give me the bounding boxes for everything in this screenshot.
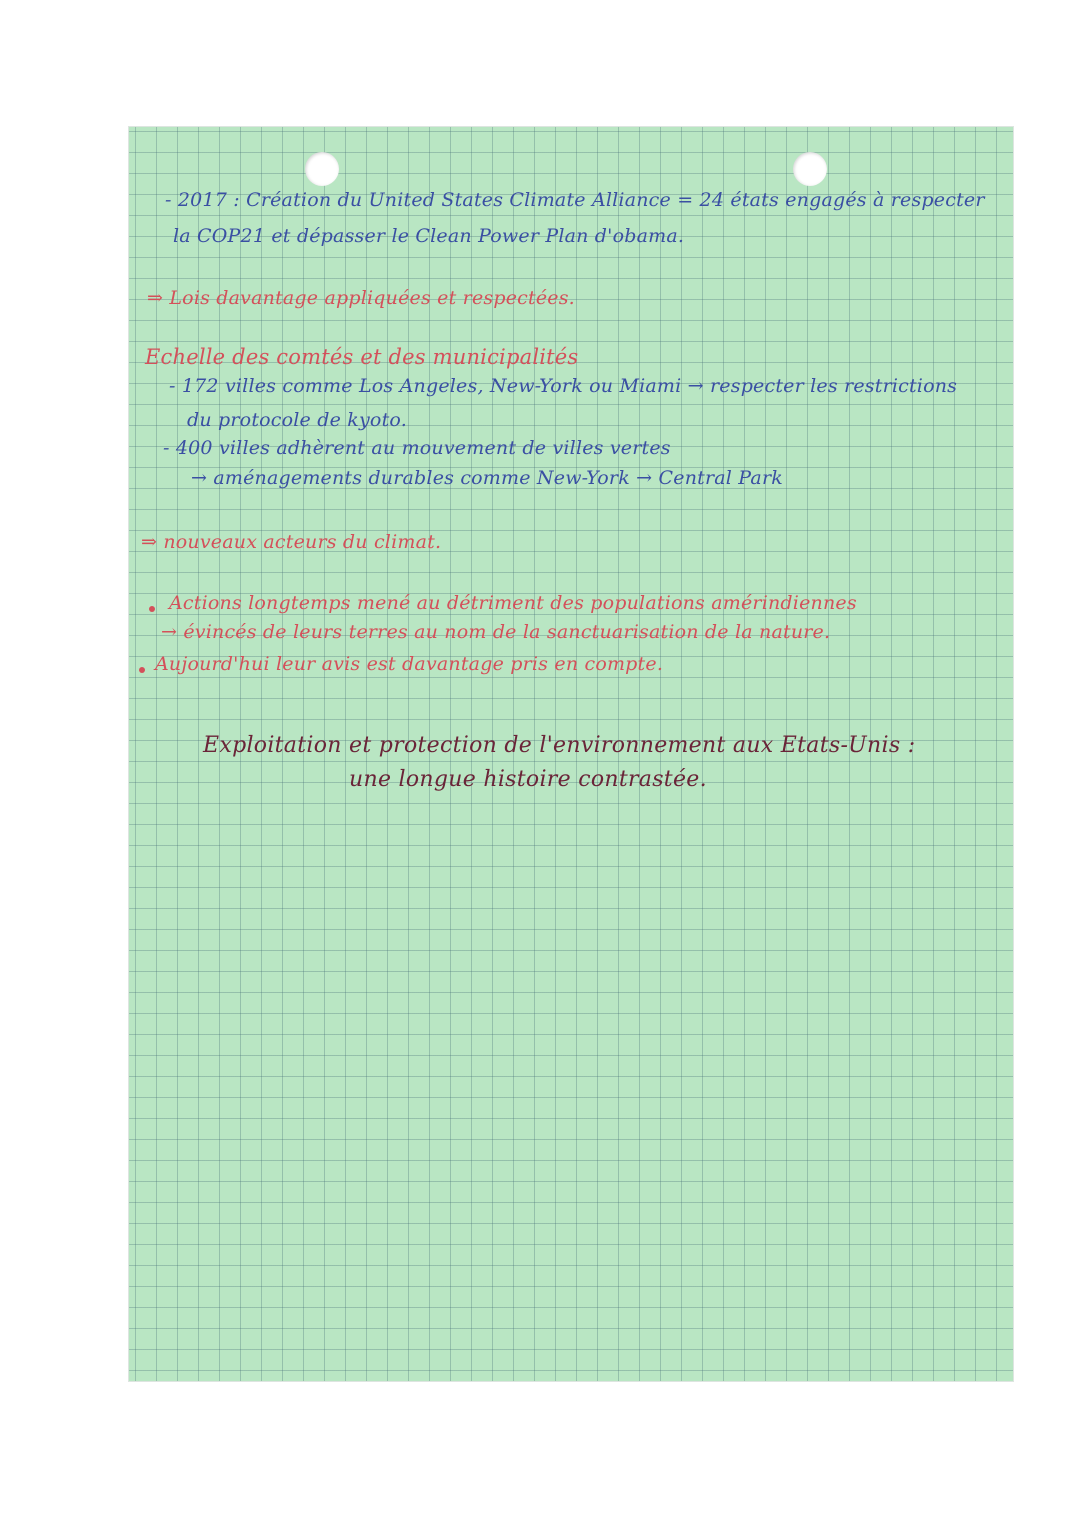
note-line-10: Actions longtemps mené au détriment des populations amérindiennes bbox=[169, 592, 857, 614]
note-line-5: - 172 villes comme Los Angeles, New-York ou Miami → respecter les restrictions bbox=[169, 375, 958, 397]
bullet-2 bbox=[139, 667, 145, 673]
chapter-title-line-2: une longue histoire contrastée. bbox=[349, 767, 707, 792]
punch-hole-right bbox=[793, 152, 827, 186]
note-line-9: ⇒ nouveaux acteurs du climat. bbox=[141, 531, 442, 553]
note-line-7: - 400 villes adhèrent au mouvement de villes vertes bbox=[163, 437, 671, 459]
bullet-1 bbox=[149, 606, 155, 612]
section-heading: Echelle des comtés et des municipalités bbox=[145, 345, 579, 369]
grid-paper-sheet bbox=[129, 127, 1013, 1381]
note-line-11: → évincés de leurs terres au nom de la sanctuarisation de la nature. bbox=[161, 621, 831, 643]
note-line-6: du protocole de kyoto. bbox=[187, 409, 407, 431]
note-line-2: la COP21 et dépasser le Clean Power Plan d'obama. bbox=[173, 225, 685, 247]
chapter-title-line-1: Exploitation et protection de l'environnement aux Etats-Unis : bbox=[203, 733, 916, 758]
note-line-3: ⇒ Lois davantage appliquées et respectées. bbox=[147, 287, 575, 309]
note-line-12: Aujourd'hui leur avis est davantage pris en compte. bbox=[155, 653, 664, 675]
note-line-8: → aménagements durables comme New-York → Central Park bbox=[191, 467, 783, 489]
punch-hole-left bbox=[305, 152, 339, 186]
note-line-1: - 2017 : Création du United States Climate Alliance = 24 états engagés à respecter bbox=[165, 189, 985, 211]
